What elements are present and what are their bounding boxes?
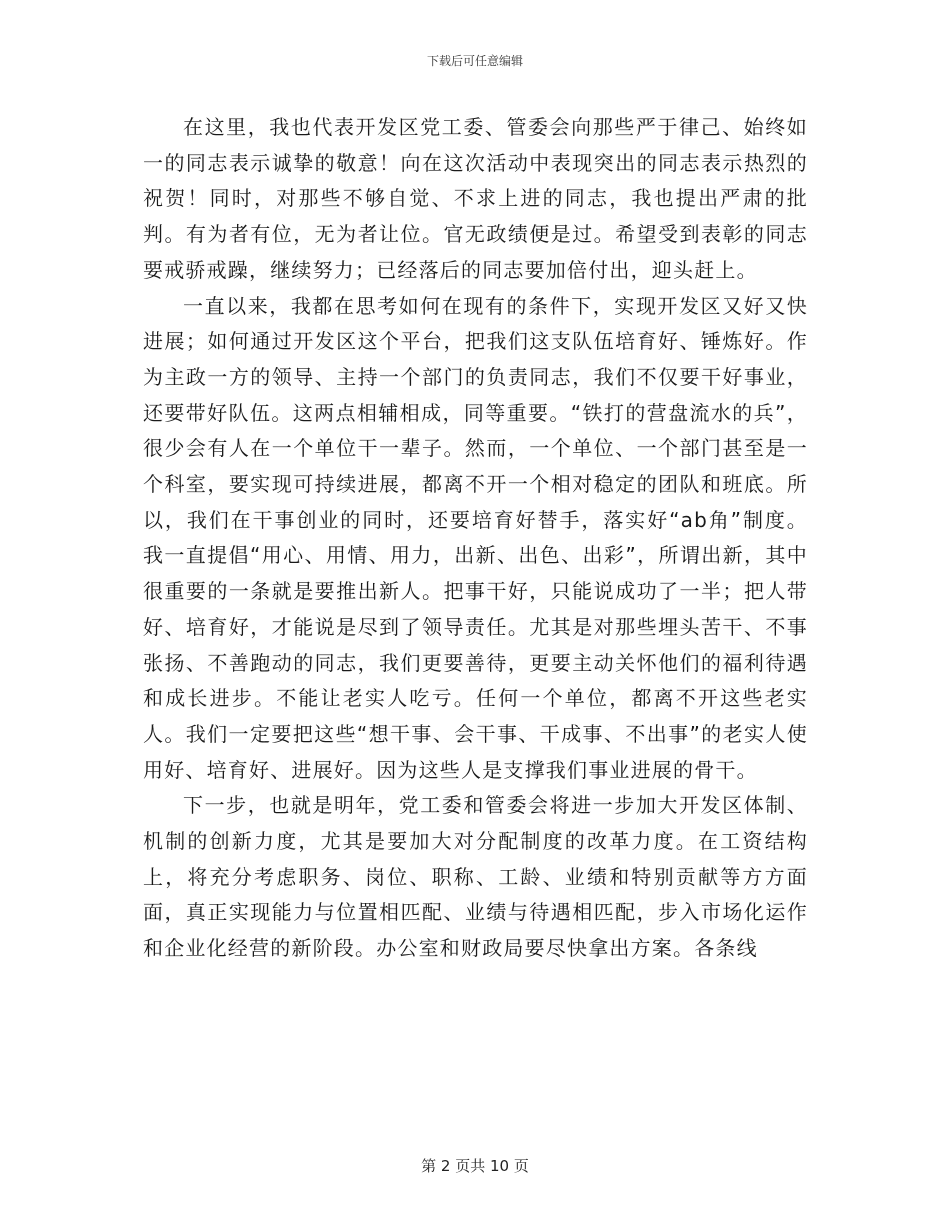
page-number: 第 2 页共 10 页 [421,1157,529,1175]
document-body [143,110,808,967]
paragraph-2: 一直以来，我都在思考如何在现有的条件下，实现开发区又好又快进展；如何通过开发区这个平台，把我们这支队伍培育好、锤炼好。作为主政一方的领导、主持一个部门的负责同志，我们不仅要干好事业，还要带好队伍。这两点相辅相成，同等重要。“铁打的营盘流水的兵”，很少会有人在一个单位干一辈子。然而，一个单位、一个部门甚至是一个科室，要实现可持续进展，都离不开一个相对稳定的团队和班底。所以，我们在干事创业的同时，还要培育好替手，落实好“ab角”制度。我一直提倡“用心、用情、用力，出新、出色、出彩”，所谓出新，其中很重要的一条就是要推出新人。把事干好，只能说成功了一半；把人带好、培育好，才能说是尽到了领导责任。尤其是对那些埋头苦干、不事张扬、不善跑动的同志，我们更要善待，更要主动关怀他们的福利待遇和成长进步。不能让老实人吃亏。任何一个单位，都离不开这些老实人。我们一定要把这些“想干事、会干事、干成事、不出事”的老实人使用好、培育好、进展好。因为这些人是支撑我们事业进展的骨干。 [143,293,808,782]
paragraph-1: 在这里，我也代表开发区党工委、管委会向那些严于律己、始终如一的同志表示诚挚的敬意！向在这次活动中表现突出的同志表示热烈的祝贺！同时，对那些不够自觉、不求上进的同志，我也提出严肃的批判。有为者有位，无为者让位。官无政绩便是过。希望受到表彰的同志要戒骄戒躁，继续努力；已经落后的同志要加倍付出，迎头赶上。 [143,115,808,282]
page-header-note: 下载后可任意编辑 [426,54,523,68]
paragraph-3: 下一步，也就是明年，党工委和管委会将进一步加大开发区体制、机制的创新力度，尤其是要加大对分配制度的改革力度。在工资结构上，将充分考虑职务、岗位、职称、工龄、业绩和特别贡献等方方面面，真正实现能力与位置相匹配、业绩与待遇相匹配，步入市场化运作和企业化经营的新阶段。办公室和财政局要尽快拿出方案。各条线 [143,793,808,961]
